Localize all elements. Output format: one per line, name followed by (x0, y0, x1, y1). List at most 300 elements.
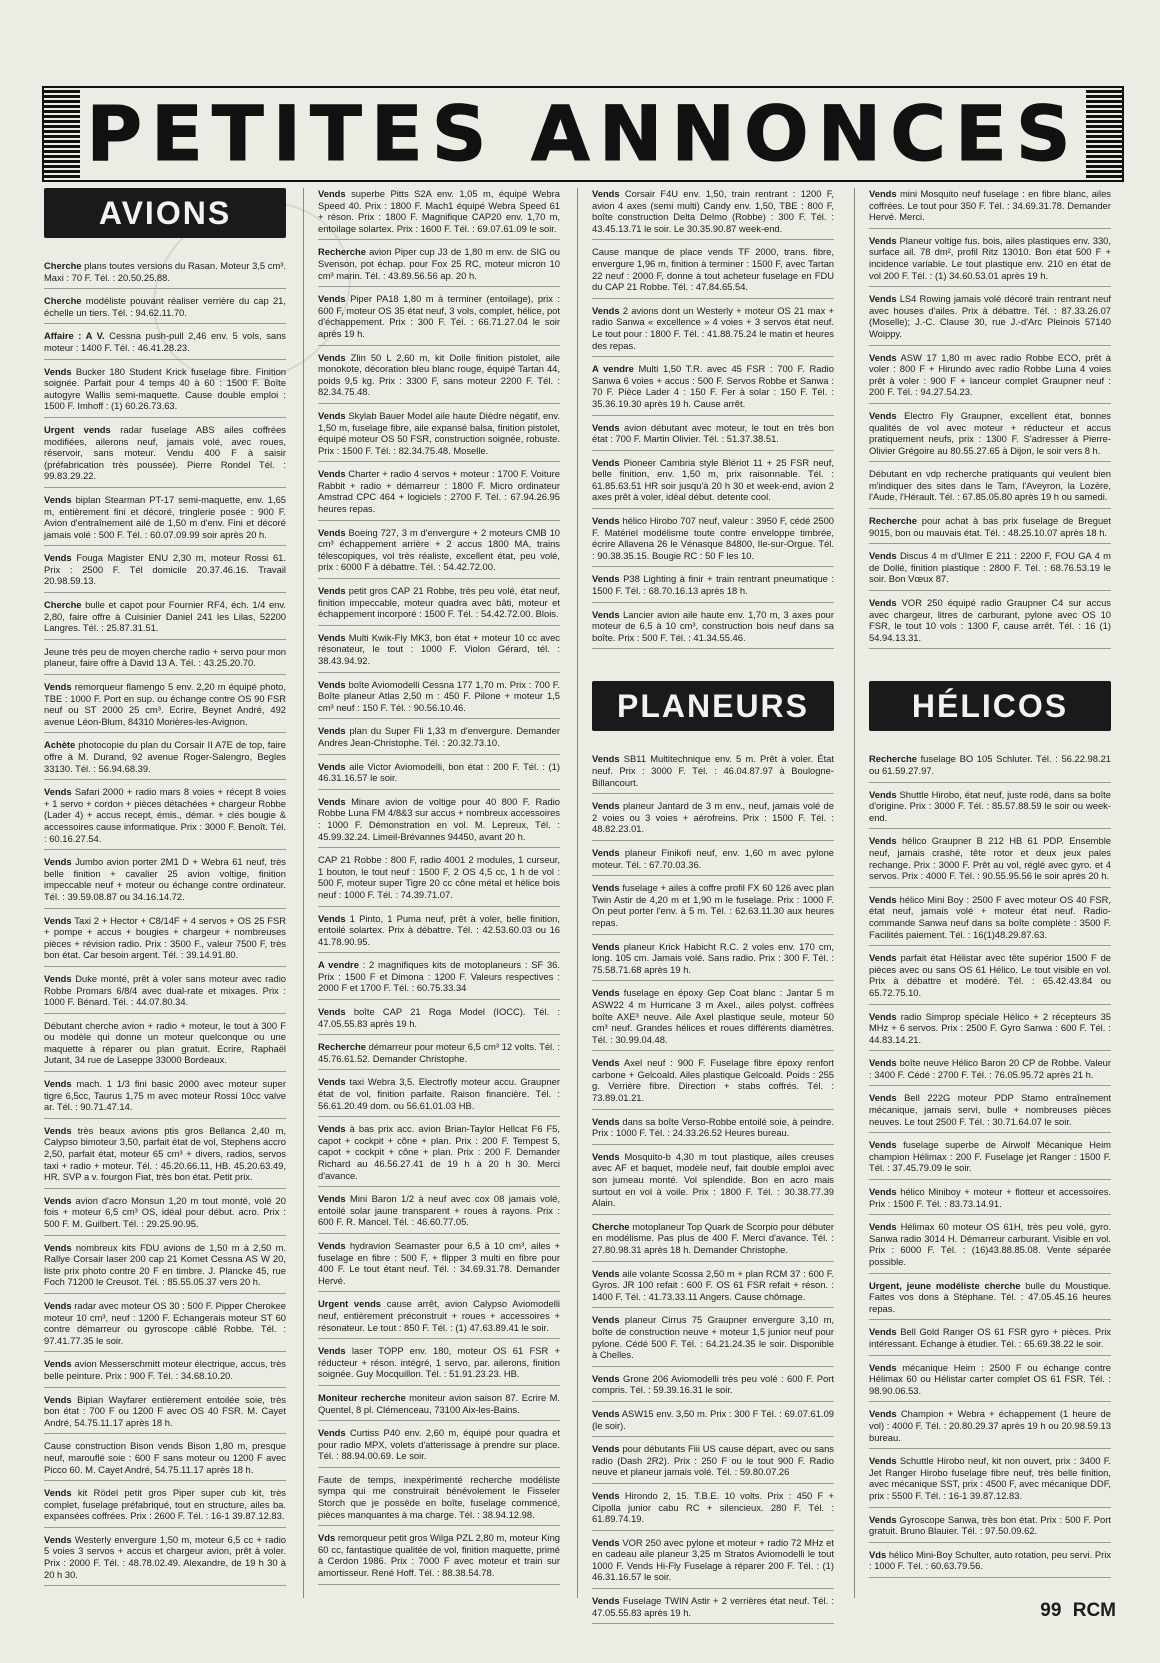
classified-ad (592, 515, 834, 567)
classified-ad (318, 410, 560, 462)
ad-text: ASW 17 1,80 m avec radio Robbe ECO, prêt à voler : 800 F + Hirundo avec radio Robbe Luna 4 voies prêt à voler : 900 F + lanceur complet Graupner neuf : 200 F. Tél. : 94.27.54.23. (869, 351, 1111, 398)
ad-text: superbe Pitts S2A env. 1,05 m, équipé Webra Speed 40. Prix : 1800 F. Mach1 équipé Webra Speed 61 + réson. Prix : 1800 F. Magnifique CAP20 env. 1,70 m, entoilage solartex. Prix : 1600 F. Tél. : 69.07.61.09 le soir. (318, 188, 560, 234)
ad-keyword: Vends (592, 421, 620, 433)
ad-text: taxi Webra 3,5. Electrofly moteur accu. Graupner état de vol, finition parfaite. Raison financière. Tél. : 56.61.20.49 dom. ou 56.61.01.03 HB. (318, 1076, 560, 1111)
ad-keyword: Vends (318, 795, 346, 807)
ad-text: Mini Baron 1/2 à neuf avec cox 08 jamais volé, entoilé solar jaune transparent + roues à rayons. Prix : 600 F. R. Mancel. Tél. : 46.60.77.05. (318, 1193, 560, 1228)
classified-ad (44, 330, 286, 359)
ads-list (44, 260, 286, 1586)
classified-ad (318, 1345, 560, 1386)
ad-text: Multi 1,50 T.R. avec 45 FSR : 700 F. Radio Sanwa 6 voies + accus : 500 F. Servos Robbe et Sanwa : 70 F. Pièce Lader 4 : 150 F. Fer à solar : 150 F. Tél. : 35.36.19.30 après 19 h. Cause arrêt. (592, 363, 834, 409)
column-divider (577, 188, 578, 1598)
classified-ad (592, 1221, 834, 1262)
classified-ad (592, 1595, 834, 1624)
ad-keyword: Vends (869, 597, 897, 609)
ad-keyword: Vends (318, 409, 346, 421)
ad-text: hélico Mini Boy : 2500 F avec moteur OS 40 FSR, état neuf, jamais volé + moteur état neuf. Radio-commande Sanwa neuf dans sa boîte complète : 3500 F. Facilités paiement. Tél. : 16(1)48.29.87.63. (869, 893, 1111, 940)
ad-keyword: Vends (44, 552, 72, 564)
ad-text: boîte CAP 21 Roga Model (IOCC). Tél. : 47.05.55.83 après 19 h. (318, 1006, 560, 1029)
classified-ad (318, 293, 560, 345)
ad-text: hélico Hirobo 707 neuf, valeur : 3950 F, cédé 2500 F. Matériel modélisme toute contre enveloppe timbrée, écrire Allavena 26 le Vénasque 84800, Ile-sur-Orgue. Tél. : 90.38.35.15. Bougie RC : 50 F les 10. (592, 515, 834, 561)
classified-ad (318, 1123, 560, 1187)
ad-keyword: Recherche (318, 1041, 366, 1053)
ad-text: photocopie du plan du Corsair II A7E de top, faire offre à M. Durand, 92 avenue Roger-Salengro, Begles 33130. Tél. : 56.94.68.39. (44, 739, 286, 774)
ad-keyword: Vends (318, 1345, 346, 1357)
ad-text: avion Piper cup J3 de 1,80 m env. de SIG ou Svenson, pot échap. pour Fox 25 RC, moteur micron 10 cm³ marin. Tél. : 43.89.56.56 ap. 20 h. (318, 246, 560, 281)
ad-text: Hélimax 60 moteur OS 61H, très peu volé, gyro. Sanwa radio 3014 H. Démarreur carburant. Visible en vol. Prix : 6000 F. Tél. : (16)43.88.85.08. Vente séparée possible. (869, 1221, 1111, 1267)
ad-keyword: Vends (318, 1123, 346, 1135)
classified-ad (44, 1534, 286, 1586)
classified-ad (869, 1455, 1111, 1507)
classified-ad (869, 789, 1111, 830)
ad-text: radar fuselage ABS ailes coffrées modifiées, ailerons neuf, jamais volé, avec roues, réservoir, sans moteur. Vendu 400 F à saisir (préfabrication très poussée). Pierre Rondel Tél. : 99.83.29.22. (44, 423, 286, 482)
classified-ad (869, 597, 1111, 649)
ad-keyword: Vends (592, 1314, 620, 1326)
classified-ad (318, 585, 560, 626)
classified-ad (318, 796, 560, 848)
spacer (869, 655, 1111, 681)
classified-ad (869, 1408, 1111, 1449)
ad-keyword: Vends (869, 788, 897, 800)
ad-keyword: Affaire : A V. (44, 330, 105, 342)
ad-keyword: Vends (318, 760, 346, 772)
section-heading-avions: AVIONS (44, 188, 286, 238)
ad-text: fuselage + ailes à coffre profil FX 60 126 avec plan Twin Astir de 4,20 m et 1,90 m le fuselage. Prix : 1000 F. On peut porter l'env. à 5 m. Tél. : 62.63.11.30 aux heures repas. (592, 882, 834, 928)
classified-ad (44, 786, 286, 850)
ad-text: biplan Stearman PT-17 semi-maquette, env. 1,65 m, entièrement fini et décoré, tringlerie posée : 900 F. Avion d'entraînement ailé de 1,50 m d'env. Fini et décoré jamais volé : 500 F. Tél. : 60.07.09.99 soir après 20 h. (44, 493, 286, 540)
ad-text: Schuttle Hirobo neuf, kit non ouvert, prix : 3400 F. Jet Ranger Hirobo fuselage fibre neuf, très belle finition, avec mécanique SST, prix : 4500 F, avec mécanique DDF, prix : 5500 F. Tél. : 16-1 39.87.12.83. (869, 1455, 1111, 1501)
classified-ad (318, 1076, 560, 1117)
ad-keyword: Vends (869, 1513, 897, 1525)
ad-text: Piper PA18 1,80 m à terminer (entoilage), prix : 600 F, moteur OS 35 état neuf, 3 vols, complet, hélice, pot d'échappement. Prix : 300 F. Tél. : 66.71.27.04 le soir après 19 h. (318, 293, 560, 339)
ad-keyword: Vends (592, 1057, 620, 1069)
column-divider (854, 188, 855, 1598)
ad-text: Taxi 2 + Hector + C8/14F + 4 servos + OS 25 FSR + pompe + accus + bougies + chargeur + nombreuses pièces + révision radio. Prix : 3500 F., valeur 7500 F, très bon état. Car besoin argent. Tél. : 39.14.91.80. (44, 914, 286, 961)
ad-keyword: Vends (869, 952, 897, 964)
classified-ad (592, 1373, 834, 1402)
classified-ad (318, 468, 560, 520)
ad-text: planeur Krick Habicht R.C. 2 voles env. 170 cm, long. 105 cm. Jamais volé. Sans radio. Prix : 300 F. Tél. : 75.58.71.68 après 19 h. (592, 940, 834, 975)
classified-ad (44, 295, 286, 324)
ad-text: P38 Lighting à finir + train rentrant pneumatique : 1500 F. Tél. : 68.70.16.13 après 18 h. (592, 573, 834, 597)
ad-keyword: A vendre (592, 363, 634, 375)
classified-ad (869, 1011, 1111, 1052)
classified-ad (592, 800, 834, 841)
ad-keyword: Recherche (869, 515, 917, 527)
ad-text: CAP 21 Robbe : 800 F, radio 4001 2 modules, 1 curseur, 1 bouton, le tout neuf : 1500 F, 2 OS 4,5 cc, 1 h de vol : 500 F, moteur super Tigre 20 cc cône métal et hélice bois neuf : 1000 F. Tél. : 74.39.71.07. (318, 854, 560, 900)
ad-text: petit gros CAP 21 Robbe, très peu volé, état neuf, finition impeccable, moteur quadra avec bâti, moteur et échappement incorporé : 1500 F. Tél. : 54.42.72.00. Blois. (318, 585, 560, 620)
ad-keyword: Vends (592, 515, 620, 527)
classified-ad (318, 1298, 560, 1339)
ad-keyword: Vends (318, 1239, 346, 1251)
ad-text: planeur Jantard de 3 m env., neuf, jamais volé de 2 voies ou 3 voies + aérofreins. Prix : 1500 F. Tél. : 48.82.23.01. (592, 800, 834, 835)
classified-ad (592, 1151, 834, 1215)
ad-text: Gyroscope Sanwa, très bon état. Prix : 500 F. Port gratuit. Bruno Blauier. Tél. : 97.50.09.62. (869, 1513, 1111, 1537)
ad-keyword: Vends (592, 846, 620, 858)
ads-list (869, 188, 1111, 649)
ad-text: modéliste pouvant réaliser verrière du cap 21, échelle un tiers. Tél. : 94.62.11.70. (44, 295, 286, 318)
classified-ad (44, 1020, 286, 1072)
ad-text: Safari 2000 + radio mars 8 voies + récept 8 voies + 1 servo + cordon + pièces détachées + chargeur Robbe (Lader 4) + accus recept, émis., démar. + clés bougie & accessoires cause informatique. Prix : 3000 F. Benoît. Tél. : 60.16.27.54. (44, 786, 286, 844)
ad-text: boîte Aviomodelli Cessna 177 1,70 m. Prix : 700 F. Boîte planeur Atlas 2,50 m : 450 F. Pilone + moteur 1,5 cm³ neuf : 150 F. Tél. : 90.56.10.46. (318, 678, 560, 713)
classified-ad (592, 1408, 834, 1437)
ad-keyword: Vends (44, 1124, 72, 1136)
classified-ad (44, 260, 286, 289)
ads-list (592, 188, 834, 649)
ad-text: aile Victor Aviomodelli, bon état : 200 F. Tél. : (1) 46.31.16.57 le soir. (318, 760, 560, 784)
ad-text: hydravion Seamaster pour 6,5 à 10 cm³, ailes + fuselage en fibre : 500 F, + flipper 3 multi en fibre pour 400 F. Le tout étant neuf. Tél. : 34.69.31.78. Demander Hervé. (318, 1239, 560, 1286)
ad-text: laser TOPP env. 180, moteur OS 61 FSR + réducteur + réson. intégré, 1 servo, par. ailerons, finition soignée. Guy Mocquillon. Tél. : 51.91.23.23. HB. (318, 1345, 560, 1380)
ad-text: Electro Fly Graupner, excellent état, bonnes qualités de vol avec moteur + réducteur et accus pratiquement neufs, prix : 1300 F. S'adresser à Pierre-Olivier Grégoire au 80.55.27.65 à Dijon, le soir vers 8 h. (869, 409, 1111, 456)
ad-text: nombreux kits FDU avions de 1,50 m à 2,50 m. Rallye Corsair laser 200 cap 21 Komet Cessna AS W 20, liste prix photo contre 20 F en timbre. J. Plancke 45, rue Foch 71200 le Creusot. Tél. : 85.55.05.37 vers 20 h. (44, 1241, 286, 1288)
ad-text: avion Messerschmitt moteur électrique, accus, très belle peinture. Prix : 900 F. Tél. : 34.68.10.20. (44, 1358, 286, 1381)
ad-keyword: Vends (592, 882, 620, 894)
magazine-name: RCM (1072, 1600, 1116, 1621)
ad-keyword: Vends (318, 293, 346, 305)
ad-text: Discus 4 m d'Ulmer E 211 : 2200 F, FOU GA 4 m de Dollé, finition plastique : 2800 F. Tél. : 68.76.53.19 le soir. Bon Vœux 87. (869, 550, 1111, 585)
ad-text: : 2 magnifiques kits de motoplaneurs : SF 36. Prix : 1500 F et Dimona : 1200 F. Valeurs respectives : 2000 F et 1700 F. Tél. : 60.75.33.34 (318, 959, 560, 994)
classified-ad (592, 847, 834, 876)
classified-ad (592, 987, 834, 1051)
ad-text: LS4 Rowing jamais volé décoré train rentrant neuf avec houses d'ailes. Prix à débattre. Tél. : 87.33.26.07 (Moselle); J.-C. Clause 30, rue J.-d'Arc Pleinois 57140 Woippy. (869, 293, 1111, 339)
ad-keyword: Vends (318, 468, 346, 480)
ad-keyword: Vends (592, 608, 620, 620)
ad-text: Fuselage TWIN Astir + 2 verrières état neuf. Tél. : 47.05.55.83 après 19 h. (592, 1595, 834, 1618)
classified-ad (44, 681, 286, 733)
ad-keyword: Vends (318, 1427, 346, 1439)
classified-ad (318, 913, 560, 954)
ad-keyword: Vends (318, 1193, 346, 1205)
classified-ad (592, 1537, 834, 1589)
ad-keyword: Recherche (318, 246, 366, 258)
classified-ad (44, 973, 286, 1014)
classified-ad (318, 352, 560, 404)
classified-ad (44, 1394, 286, 1435)
ad-keyword: Vends (44, 1393, 72, 1405)
classified-ad (869, 293, 1111, 345)
ad-keyword: Vends (318, 351, 346, 363)
ad-keyword: Vends (592, 1372, 620, 1384)
classified-ad (318, 761, 560, 790)
classified-ad (869, 753, 1111, 782)
ad-keyword: Vends (592, 1115, 620, 1127)
ad-keyword: Vends (592, 1150, 620, 1162)
ad-text: Cause construction Bison vends Bison 1,80 m, presque neuf, marouflé soie : 600 F sans moteur ou 1200 F avec Picco 60. M. Cayet André, 54.75.11.17 après 18 h. (44, 1440, 286, 1475)
classified-ad (592, 882, 834, 934)
ad-keyword: Vends (44, 493, 72, 505)
ad-text: Zlin 50 L 2,60 m, kit Dolle finition pistolet, aile monokote, décoration bleu blanc rouge, équipé Tartan 44, poids 9,5 kg. Prix : 3300 F, sans moteur 2200 F. Tél. : 82.34.75.48. (318, 351, 560, 398)
ad-keyword: Vends (869, 1455, 897, 1467)
ad-keyword: Vends (869, 893, 897, 905)
ad-keyword: Vends (318, 912, 346, 924)
ad-text: planeur Cirrus 75 Graupner envergure 3,10 m, boîte de construction neuve + moteur 1,5 junior neuf pour pylone. Cédé 500 F. Tél. : 64.21.24.35 le soir. Disponible à Chelles. (592, 1314, 834, 1361)
classified-ad (869, 1326, 1111, 1355)
ad-text: démarreur pour moteur 6,5 cm³ 12 volts. Tél. : 45.76.61.52. Demander Christophe. (318, 1041, 560, 1064)
ad-keyword: Cherche (44, 260, 82, 271)
ad-keyword: Recherche (869, 753, 917, 765)
ad-text: Fouga Magister ENU 2,30 m, moteur Rossi 61. Prix : 2500 F. Tél domicile 20.37.46.16. Travail 20.98.59.13. (44, 552, 286, 587)
ad-text: parfait état Hélistar avec tête supérior 1500 F de pièces avec ou sans OS 61 Hélico. Le tout visible en vol. Prix à débattre et modéré. Tél. : 65.42.43.84 ou 65.72.75.10. (869, 952, 1111, 998)
classified-ad (318, 1240, 560, 1292)
classified-ad (592, 188, 834, 240)
classified-ad (44, 1300, 286, 1352)
ad-text: Mosquito-b 4,30 m tout plastique, ailes creuses avec AF et baquet, modèle neuf, fait double emploi avec son jumeau monté. Vol splendide. Bon en acro mais surtout en vol à voile. Prix : 1800 F. Tél. : 30.38.77.39 Alain. (592, 1150, 834, 1209)
ad-text: Débutant cherche avion + radio + moteur, le tout à 300 F ou modèle qui donne un moteur quelconque ou une maquette à réparer ou plan gratuit. Ecrire, Raphaël Jutant, 34 rue de Laseppe 33000 Bordeaux. (44, 1019, 286, 1066)
classified-ad (44, 646, 286, 675)
page-number: 99 (1040, 1600, 1062, 1621)
ads-list (592, 753, 834, 1624)
spacer (592, 655, 834, 681)
classified-ad (592, 609, 834, 650)
classified-ad (869, 894, 1111, 946)
ad-keyword: Vends (592, 304, 620, 316)
ad-keyword: Vends (869, 1010, 897, 1022)
ad-text: Bell 222G moteur PDP Stamo entraînement mécanique, jamais servi, bulle + nombreuses pièces neuves. Le tout 2500 F. Tél. : 30.71.64.07 le soir. (869, 1092, 1111, 1127)
ad-keyword: Urgent, jeune modéliste cherche (869, 1279, 1021, 1291)
ad-text: Jeune très peu de moyen cherche radio + servo pour mon planeur, faire offre à David 13 A. Tél. : 43.25.20.70. (44, 645, 286, 669)
ad-keyword: Vends (592, 800, 620, 812)
ad-text: radio Simprop spéciale Hélico + 2 récepteurs 35 MHz + 6 servos. Prix : 2500 F. Gyro Sanwa : 600 F. Tél. : 44.83.14.21. (869, 1010, 1111, 1045)
ad-keyword: Vends (592, 573, 620, 585)
ad-text: Westerly envergure 1,50 m, moteur 6,5 cc + radio 5 voies 3 servos + accus et chargeur avion, prêt à voler. Prix : 2000 F. Tél. : 48.78.02.49. Alexandre, de 19 h 30 à 20 h 30. (44, 1533, 286, 1580)
ad-text: Bipian Wayfarer entièrement entoilée soie, très bon état : 700 F ou 1200 F avec OS 40 FSR. M. Cayet André, 54.75.11.17 après 18 h. (44, 1393, 286, 1428)
ad-text: fuselage superbe de Airwolf Mécanique Heim champion Hélimax : 200 F. Fuselage jet Ranger : 1500 F. Tél. : 37.45.79.09 le soir. (869, 1139, 1111, 1174)
classified-ad (318, 1041, 560, 1070)
ad-keyword: Vends (592, 456, 620, 468)
ad-keyword: Urgent vends (44, 423, 111, 435)
ad-text: boîte neuve Hélico Baron 20 CP de Robbe. Valeur : 3400 F. Cédé : 2700 F. Tél. : 76.05.95.72 après 21 h. (869, 1057, 1111, 1080)
classified-ad (869, 952, 1111, 1004)
classified-ad (318, 246, 560, 287)
classified-ad (869, 1549, 1111, 1578)
ad-keyword: Vends (592, 1267, 620, 1279)
ad-text: Pioneer Cambria style Blériot 11 + 25 FSR neuf, belle finition, env. 1,50 m, prix raisonnable. Tél. : 61.85.63.51 HR soir jusqu'à 20 h 30 et week-end, avion 2 axes prêt à voler, idéal début. detente cool. (592, 456, 834, 503)
ad-keyword: Vends (869, 1408, 897, 1420)
ad-keyword: Vends (44, 972, 72, 984)
ad-keyword: Vends (44, 681, 72, 693)
ad-text: à bas prix acc. avion Brian-Taylor Hellcat F6 F5, capot + cockpit + cône + plan. Prix : 200 F. Tempest 5, capot + cockpit + cône + plan. Prix : 200 F. Demander Richard au 46.56.27.41 de 19 h à 20 h 30. Merci d'avance. (318, 1123, 560, 1181)
classified-ad (44, 1242, 286, 1294)
ad-keyword: Vends (869, 1361, 897, 1373)
ad-text: bulle et capot pour Fournier RF4, éch. 1/4 env. 2,80, faire offre à Cuisinier Daniel 241 les Lilas, 52200 Langres. Tél. : 25.87.31.51. (44, 599, 286, 634)
ad-text: planeur Finikofi neuf, env. 1,60 m avec pylone moteur. Tél. : 67.70.03.36. (592, 846, 834, 870)
ad-text: hélico Graupner B 212 HB 61 PDP. Ensemble neuf, jamais crashé, tête rotor et deux jeux pales rechange. Prix : 3000 F. Prêt au vol, réglé avec gyro. et 4 servos. Prix : 4000 F. Tél. : 90.55.95.56 le soir après 20 h. (869, 835, 1111, 882)
ad-keyword: Vends (318, 725, 346, 737)
ad-keyword: Vends (869, 835, 897, 847)
page-footer (1040, 1600, 1116, 1622)
ad-text: mécanique Heim : 2500 F ou échange contre Hélimax 60 ou Hélistar carter complet OS 61 FSR. Tél. : 98.90.06.53. (869, 1361, 1111, 1396)
ad-keyword: Vends (592, 188, 620, 199)
ad-keyword: Vends (318, 188, 346, 199)
classified-ad (592, 573, 834, 602)
ad-text: hélico Miniboy + moteur + flotteur et accessoires. Prix : 1500 F. Tél. : 83.73.14.91. (869, 1186, 1111, 1209)
ad-keyword: Urgent vends (318, 1298, 382, 1310)
classified-ad (318, 1006, 560, 1035)
classified-ad (44, 1125, 286, 1189)
classified-ad (318, 527, 560, 579)
ad-text: 2 avions dont un Westerly + moteur OS 21 max + radio Sanwa « excellence » 4 voies + 3 servos état neuf. Le tout pour : 1800 F. Tél. : 41.88.75.24 le matin et heures des repas. (592, 304, 834, 351)
ad-text: Minare avion de voltige pour 40 800 F. Radio Robbe Luna FM 4/8&3 sur accus + nombreux accessoires : 1000 F. Démonstration en vol. M. Lepreux, Tél. : 45.99.32.24. Limeil-Brévannes 94450, avant 20 h. (318, 795, 560, 842)
classified-ad (869, 1362, 1111, 1403)
ad-text: Hirondo 2, 15. T.B.E. 10 volts. Prix : 450 F + Cipolla junior cabu RC + silencieux. 280 F. Tél. : 61.89.74.19. (592, 1489, 834, 1525)
classified-ad (44, 424, 286, 488)
ad-text: 1 Pinto, 1 Puma neuf, prêt à voler, belle finition, entoilé solartex. Prix à débattre. Tél. : 42.53.60.03 ou 16 41.78.90.95. (318, 912, 560, 947)
section-heading-helicos: HÉLICOS (869, 681, 1111, 731)
classified-ad (318, 188, 560, 240)
classified-ad (869, 1139, 1111, 1180)
ad-keyword: Vends (44, 1078, 72, 1090)
ad-text: Grone 206 Aviomodelli très peu volé : 600 F. Port compris. Tél. : 59.39.16.31 le soir. (592, 1372, 834, 1396)
ads-list (869, 753, 1111, 1577)
ad-keyword: Vends (44, 1358, 72, 1370)
classified-ad (592, 1490, 834, 1531)
classified-ad (592, 457, 834, 509)
ad-text: Boeing 727, 3 m d'envergure + 2 moteurs CMB 10 cm³ échappement arrière + 2 accus 1800 MA, trains télescopiques, vol très réaliste, excellent état, peu volé, prix : 6000 F à débattre. Tél. : 54.42.72.00. (318, 526, 560, 573)
ad-keyword: Vends (592, 987, 620, 999)
classified-ad (869, 515, 1111, 544)
ad-text: Bell Gold Ranger OS 61 FSR gyro + pièces. Prix intéressant. Echange à étudier. Tél. : 65.69.38.22 le soir. (869, 1326, 1111, 1349)
ad-keyword: Achète (44, 739, 76, 751)
ad-keyword: Vends (869, 234, 897, 246)
column-3 (592, 188, 834, 1630)
ad-text: plan du Super Fli 1,33 m d'envergure. Demander Andres Jean-Christophe. Tél. : 20.32.73.10. (318, 725, 560, 748)
classified-ad (869, 1186, 1111, 1215)
classified-ad (869, 1514, 1111, 1543)
classified-ad (44, 494, 286, 546)
ad-keyword: Vends (869, 550, 897, 562)
ad-keyword: Vends (592, 1595, 620, 1607)
ad-keyword: Vds (869, 1548, 887, 1560)
ad-text: Charter + radio 4 servos + moteur : 1700 F. Voiture Rabbit + radio + démarreur : 1800 F. Micro ordinateur Amstrad CPC 464 + logiciels : 2700 F. Tél. : 67.94.26.95 heures repas. (318, 468, 560, 515)
classified-ad (869, 835, 1111, 887)
ad-keyword: Vends (869, 1221, 897, 1233)
ad-text: avion d'acro Monsun 1,20 m tout monté, volé 20 fois + moteur 6,5 cm³ OS, idéal pour début. acro. Prix : 500 F. M. Guilbert. Tél. : 29.25.90.95. (44, 1194, 286, 1229)
ad-keyword: Vends (592, 1489, 620, 1501)
ad-keyword: Vends (318, 631, 346, 643)
ad-text: motoplaneur Top Quark de Scorpio pour débuter en modélisme. Pas plus de 400 F. Merci d'avance. Tél. : 27.80.98.31 après 18 h. Demander Christophe. (592, 1220, 834, 1255)
column-divider (303, 188, 304, 1598)
ad-text: Cause manque de place vends TF 2000, trans. fibre, envergure 1,96 m, finition à terminer : 1500 F, avec Tartan 22 neuf : 2000 F, donne à tout acheteur fuselage en FDU du CAP 21 Robbe. Tél. : 47.84.65.54. (592, 246, 834, 293)
ad-keyword: Vends (44, 365, 72, 377)
classified-ad (318, 959, 560, 1000)
ad-keyword: Vends (318, 526, 346, 538)
ad-text: Duke monté, prêt à voler sans moteur avec radio Robbe Promars 6/8/4 avec dual-rate et mixages. Prix : 1000 F. Bénard. Tél. : 44.07.80.34. (44, 972, 286, 1008)
ad-keyword: Vends (592, 940, 620, 952)
ad-keyword: Vends (869, 188, 897, 199)
page-banner (42, 86, 1124, 182)
classified-ad (318, 1193, 560, 1234)
ad-text: hélico Mini-Boy Schulter, auto rotation, peu servi. Prix : 1000 F. Tél. : 60.63.79.56. (869, 1548, 1111, 1572)
ad-keyword: Vends (44, 914, 72, 926)
classified-ad (318, 1474, 560, 1526)
ad-text: SB11 Multitechnique env. 5 m. Prêt à voler. État neuf. Prix : 3000 F. Tél. : 46.04.87.97 à Boulogne-Billancourt. (592, 753, 834, 788)
ad-text: pour achat à bas prix fuselage de Breguet 9015, bon ou mauvais état. Tél. : 48.25.10.07 après 18 h. (869, 515, 1111, 538)
ad-text: ASW15 env. 3,50 m. Prix : 300 F Tél. : 69.07.61.09 (le soir). (592, 1407, 834, 1431)
ad-keyword: Cherche (44, 295, 82, 307)
classified-ad (44, 1440, 286, 1481)
ad-text: dans sa boîte Verso-Robbe entoilé soie, à peindre. Prix : 1000 F. Tél. : 24.33.26.52 Heures bureau. (592, 1115, 834, 1139)
classified-ad (592, 1314, 834, 1366)
classified-ad (44, 1358, 286, 1387)
classified-ad (869, 1092, 1111, 1133)
ad-text: fuselage en époxy Gep Coat blanc : Jantar 5 m ASW22 4 m Hurricane 3 m Axel., ailes polyst. coffrées boîte AXE³ neuve. Aile Axel plastique seule, moteur 50 cm³ neuf. Grandes hélices et roues différents diamètres. Tél. : 30.99.04.48. (592, 987, 834, 1045)
ad-text: Skylab Bauer Model aile haute Dièdre négatif, env. 1,50 m, fuselage fibre, aile expansé balsa, finition pistolet, équipé moteur OS 50 FSR, construction soignée, robuste. Prix : 1500 F. Tél. : 82.34.75.48. Moselle. (318, 409, 560, 456)
ad-text: Curtiss P40 env. 2,60 m, équipé pour quadra et pour radio MPX, volets d'atterissage à prendre sur place. Tél. : 88.94.00.69. Le soir. (318, 1427, 560, 1462)
ad-keyword: Cherche (592, 1220, 630, 1232)
ad-text: kit Rödel petit gros Piper super cub kit, très complet, fuselage préfabriqué, tout en structure, ailes ba. expansées coffrées. Prix : 2600 F. Tél. : 16-1 39.87.12.83. (44, 1487, 286, 1522)
classified-ad (592, 1443, 834, 1484)
ad-keyword: A vendre (318, 959, 359, 971)
ad-keyword: Vends (869, 1139, 897, 1151)
ad-text: Débutant en vdp recherche pratiquants qui veulent bien m'indiquer des sites dans le Tam, l'Aveyron, la Lozère, l'Aude, l'Hérault. Tél. : 67.85.05.80 après 19 h ou samedi. (869, 468, 1111, 503)
ad-keyword: Vends (869, 1057, 897, 1069)
classified-ad (869, 550, 1111, 591)
classified-ad (44, 366, 286, 418)
classified-ad (44, 915, 286, 967)
classified-ad (44, 1487, 286, 1528)
classified-ad (592, 1116, 834, 1145)
ad-keyword: Vends (869, 1186, 897, 1198)
ad-keyword: Vends (869, 1092, 897, 1104)
classified-ad (592, 1057, 834, 1109)
classified-ad (592, 753, 834, 794)
ad-text: VOR 250 avec pylone et moteur + radio 72 MHz et en cadeau aile planeur 3,25 m Stratos Aviomodelli le tout 1000 F. Vends Hi-Fly Fuselage à réparer 200 F. Tél. : (1) 46.31.16.57 le soir. (592, 1536, 834, 1583)
classified-ad (44, 552, 286, 593)
ad-keyword: Vends (318, 1076, 346, 1088)
classified-ad (869, 352, 1111, 404)
ad-text: fuselage BO 105 Schluter. Tél. : 56.22.98.21 ou 61.59.27.97. (869, 753, 1111, 776)
classified-ad (592, 305, 834, 357)
ad-text: aile volante Scossa 2,50 m + plan RCM 37 : 600 F. Gyros. JR 100 refait : 600 F. OS 61 FSR refait + réson. : 1400 F. Tél. : 41.73.33.11 Angers. Cause chômage. (592, 1267, 834, 1302)
ad-text: Planeur voltige fus. bois, ailes plastiques env. 330, surface ail. 78 dm², profil Ritz 13010. Bon état 500 F + incidence variable. Le tout plastique env. 210 en état de vol 200 F. Tél. : (1) 34.60.53.01 après 19 h. (869, 234, 1111, 281)
ad-text: plans toutes versions du Rasan. Moteur 3,5 cm³. Maxi : 70 F. Tél. : 20.50.25.88. (44, 260, 286, 283)
ad-text: Multi Kwik-Fly MK3, bon état + moteur 10 cc avec résonateur, le tout : 1000 F. Violon Gérard, tél. : 38.43.94.92. (318, 631, 560, 666)
ad-text: Cessna push-pull 2,46 env. 5 vols, sans moteur : 1400 F. Tél. : 46.41.28.23. (44, 330, 286, 353)
ad-keyword: Vends (869, 1326, 897, 1338)
classified-ad (592, 941, 834, 982)
ad-keyword: Cherche (44, 599, 82, 611)
ad-text: Corsair F4U env. 1,50, train rentrant : 1200 F, avion 4 axes (semi multi) Candy env. 1,50, TBE : 800 F, boîte construction Delta Delmo (Robbe) : 300 F. Tél. : 43.45.13.71 le soir. Le 30.35.90.87 week-end. (592, 188, 834, 234)
ad-text: bulle du Moustique. Faites vos dons à Stéphane. Tél. : 47.05.45.16 heures repas. (869, 1279, 1111, 1314)
classified-ad (592, 246, 834, 298)
classified-ad (318, 1392, 560, 1421)
classified-ad (869, 468, 1111, 509)
classified-ad (592, 1268, 834, 1309)
ad-keyword: Vends (869, 293, 897, 305)
classified-ad (869, 1221, 1111, 1273)
classified-ad (44, 1078, 286, 1119)
ad-text: remorqueur flamengo 5 env. 2,20 m équipé photo, TBE : 1000 F. Port en sup. ou échange contre OS 90 FSR neuf ou ST 2000 25 cm³. Ecrire, Beynet André, 492 avenue Léon-Blum, 84310 Morières-les-Avignon. (44, 681, 286, 727)
ad-text: pour débutants Fiii US cause départ, avec ou sans radio (Dash 2R2). Prix : 250 F ou le tout 900 F. Radio neuve et planeur jamais volé. Tél. : 59.80.07.26 (592, 1443, 834, 1478)
classified-ad (318, 725, 560, 754)
classified-ad (592, 363, 834, 415)
ad-keyword: Vds (318, 1532, 336, 1544)
ad-keyword: Vends (318, 1006, 346, 1018)
column-1 (44, 188, 286, 1592)
classified-ad (318, 632, 560, 673)
ad-text: Shuttle Hirobo, état neuf, juste rodé, dans sa boîte d'origine. Prix : 3000 F. Tél. : 85.57.88.59 le soir ou week-end. (869, 788, 1111, 823)
ad-keyword: Vends (592, 1536, 620, 1548)
ad-text: Champion + Webra + échappement (1 heure de vol) : 4000 F. Tél. : 20.80.29.37 après 19 h ou 20.98.59.13 bureau. (869, 1408, 1111, 1443)
ad-keyword: Vends (869, 409, 897, 421)
ad-text: Lancier avion aile haute env. 1,70 m, 3 axes pour moteur de 6,5 à 10 cm³, construction bois neuf dans sa boîte. Prix : 500 F. Tél. : 41.34.55.46. (592, 608, 834, 643)
classified-ad (318, 679, 560, 720)
classified-ad (318, 1532, 560, 1584)
classified-ad (318, 1427, 560, 1468)
classified-ad (869, 235, 1111, 287)
classified-ad (44, 1195, 286, 1236)
ads-list (318, 188, 560, 1585)
